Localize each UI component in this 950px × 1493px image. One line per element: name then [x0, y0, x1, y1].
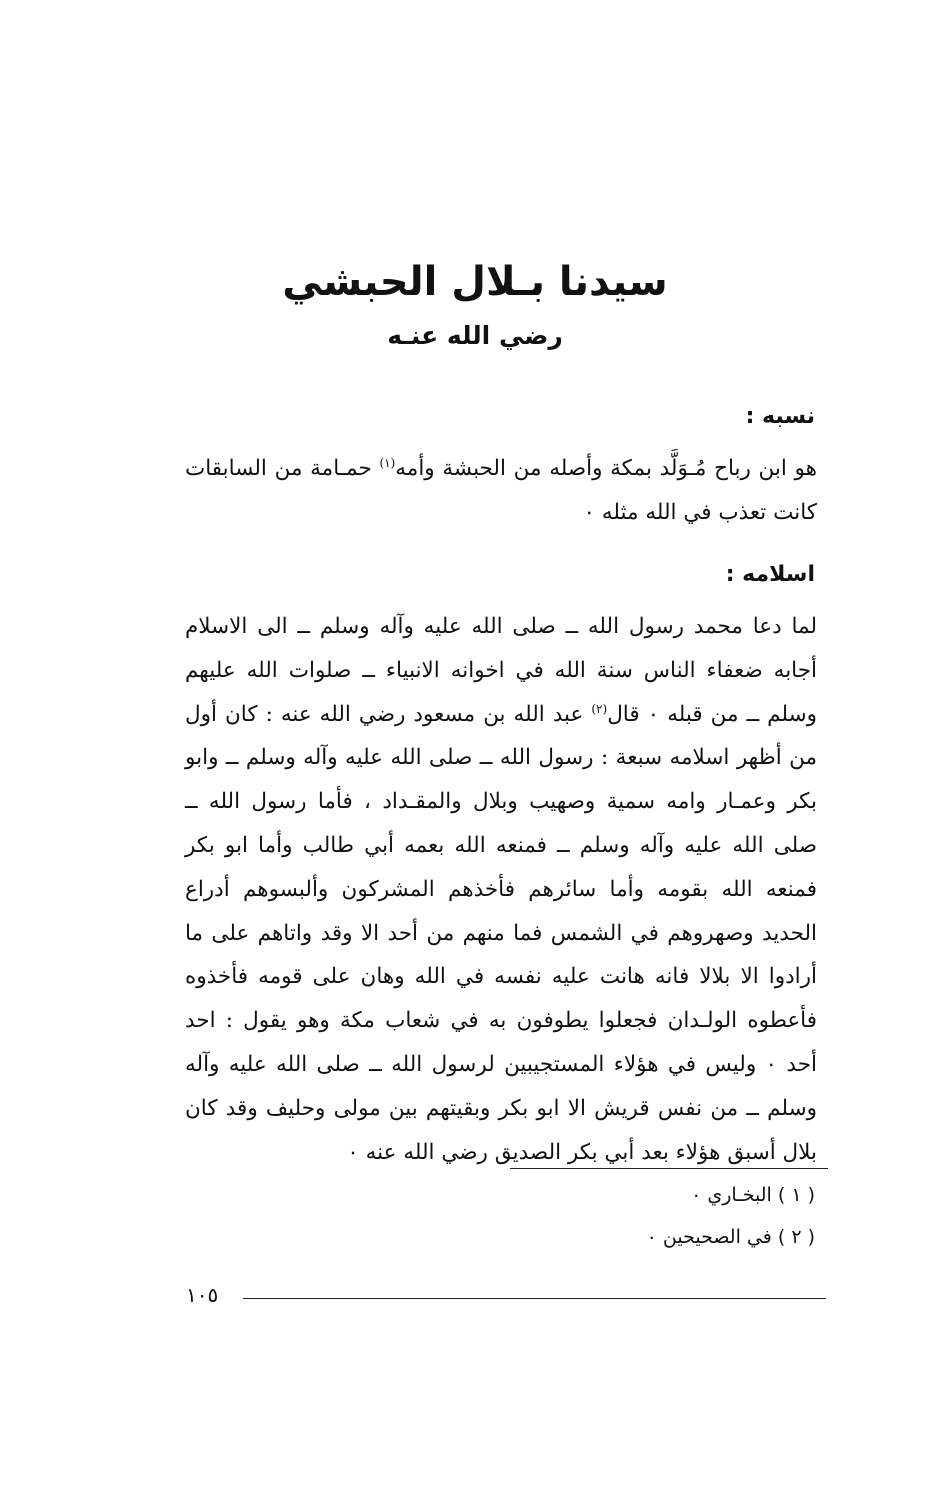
paragraph-islam	[185, 605, 817, 1174]
section-heading-lineage: نسبه :	[745, 404, 815, 429]
paragraph-lineage-text-2: حمـامة من السابقات كانت تعذب في الله مثله ٠	[185, 456, 817, 525]
paragraph-lineage	[185, 447, 817, 535]
footnote-divider	[510, 1168, 828, 1169]
section-heading-islam: اسلامه :	[725, 562, 815, 587]
footnote-ref-1: (١)	[379, 455, 396, 470]
paragraph-islam-text-1: لما دعا محمد رسول الله ــ صلى الله عليه وآله وسلم ــ الى الاسلام أجابه ضعفاء الناس سنة الله في اخوانه الانبياء ــ صلوات الله عليهم وسلم ــ من قبله ٠ قال	[185, 614, 817, 727]
footnote-1: ( ١ ) البخـاري ٠	[691, 1184, 815, 1206]
page-subtitle: رضي الله عنـه	[387, 321, 563, 350]
page-number-rule	[243, 1298, 826, 1299]
page-number: ١٠٥	[186, 1283, 219, 1307]
page-title: سيدنا بـلال الحبشي	[282, 259, 668, 305]
paragraph-lineage-text-1: هو ابن رباح مُـوَلَّد بمكة وأصله من الحبشة وأمه	[395, 456, 817, 481]
paragraph-islam-text-2: عبد الله بن مسعود رضي الله عنه : كان أول من أظهر اسلامه سبعة : رسول الله ــ صلى الله عليه وآله وسلم ــ وابو بكر وعمـار وامه سمية وصهيب وبلال والمقـداد ، فأما رسول الله ــ صلى الله عليه وآله وسلم ــ فمنعه الله بعمه أبي طالب وأما ابو بكر فمنعه الله بقومه وأما سائرهم فأخذهم المشركون وألبسوهم أدراع الحديد وصهروهم في الشمس فما منهم من أحد الا وقد واتاهم على ما أرادوا الا بلالا فانه هانت عليه نفسه في الله وهان على قومه فأخذوه فأعطوه الولـدان فجعلوا يطوفون به في شعاب مكة وهو يقول : احد أحد ٠ وليس في هؤلاء المستجيبين لرسول الله ــ صلى الله عليه وآله وسلم ــ من نفس قريش الا ابو بكر وبقيتهم بين مولى وحليف وقد كان بلال أسبق هؤلاء بعد أبي بكر الصديق رضي الله عنه ٠	[185, 701, 817, 1165]
footnote-ref-2: (٢)	[591, 701, 608, 716]
footnote-2: ( ٢ ) في الصحيحين ٠	[646, 1226, 815, 1248]
